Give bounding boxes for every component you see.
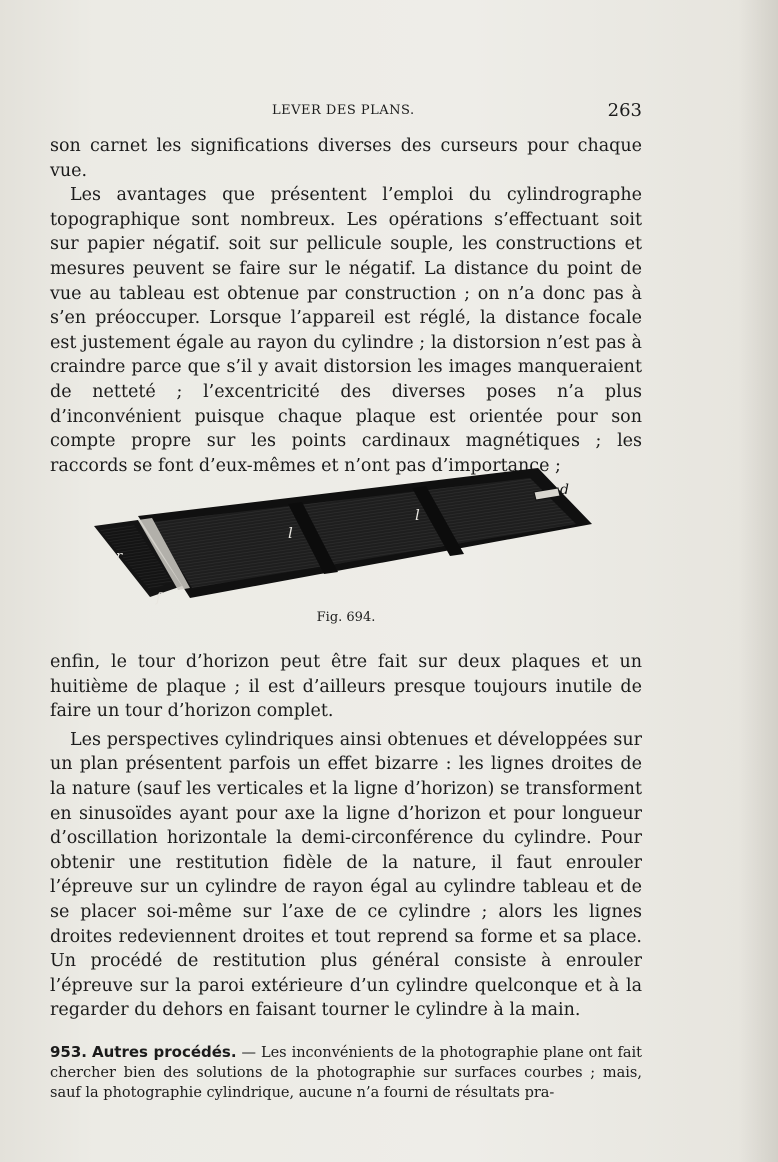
cylindrograph-plate-illustration [90,462,600,607]
section-number: 953. [50,1043,88,1061]
lower-text-block [50,650,642,1023]
section-text: — Les inconvénients de la photographie plane ont fait chercher bien des solutions de la photographie sur surfaces courbes ; mais, sauf la photographie cylindrique, aucune n’a fourni de résultats pra- [50,1045,643,1101]
section-title: Autres procédés. [91,1043,237,1061]
upper-text-block [50,134,642,478]
paragraph-continuation: son carnet les significations diverses des curseurs pour chaque vue. [50,136,642,181]
paragraph-advantages: Les avantages que présentent l’emploi du cylindrographe topographique sont nombreux. Les opérations s’effectuant soit sur papier négatif. soit sur pellicule souple, les constructions et mesures peuvent se faire sur le négatif. La distance du point de vue au tableau est obtenue par construction ; on n’a donc pas à s’en préoccuper. Lorsque l’appareil est réglé, la distance focale est justement égale au rayon du cylindre ; la distorsion n’est pas à craindre parce que s’il y avait distorsion les images manqueraient de netteté ; l’excentricité des diverses poses n’a plus d’inconvénient puisque chaque plaque est orientée pour son compte propre sur les points cardinaux magnétiques ; les raccords se font d’eux-mêmes et n’ont pas d’importance ; [50,185,642,476]
paragraph-horizon: enfin, le tour d’horizon peut être fait sur deux plaques et un huitième de plaque ; il est d’ailleurs presque toujours inutile de faire un tour d’horizon complet. [50,652,642,722]
label-r: r [116,549,123,564]
running-title: LEVER DES PLANS. [272,103,415,118]
label-f: f [156,591,161,606]
running-head [50,100,642,124]
section-paragraph [50,1042,642,1103]
paragraph-perspectives: Les perspectives cylindriques ainsi obtenues et développées sur un plan présentent parfois un effet bizarre : les lignes droites de la nature (sauf les verticales et la ligne d’horizon) se transforment en sinusoïdes ayant pour axe la ligne d’horizon et pour longueur d’oscillation horizontale la demi-circonférence du cylindre. Pour obtenir une restitution fidèle de la nature, il faut enrouler l’épreuve sur un cylindre de rayon égal au cylindre tableau et de se placer soi-même sur l’axe de ce cylindre ; alors les lignes droites redeviennent droites et tout reprend sa forme et sa place. Un procédé de restitution plus général consiste à enrouler l’épreuve sur la paroi extérieure d’un cylindre quelconque et à la regarder du dehors en faisant tourner le cylindre à la main. [50,729,642,1021]
label-l-second: l [415,506,420,524]
label-l-first: l [288,524,293,542]
label-d: d [560,482,569,498]
page-gutter-shadow [738,0,778,1162]
figure-694 [90,462,600,607]
page-number: 263 [607,100,642,121]
figure-caption: Fig. 694. [316,610,376,625]
section-953 [50,1042,642,1103]
